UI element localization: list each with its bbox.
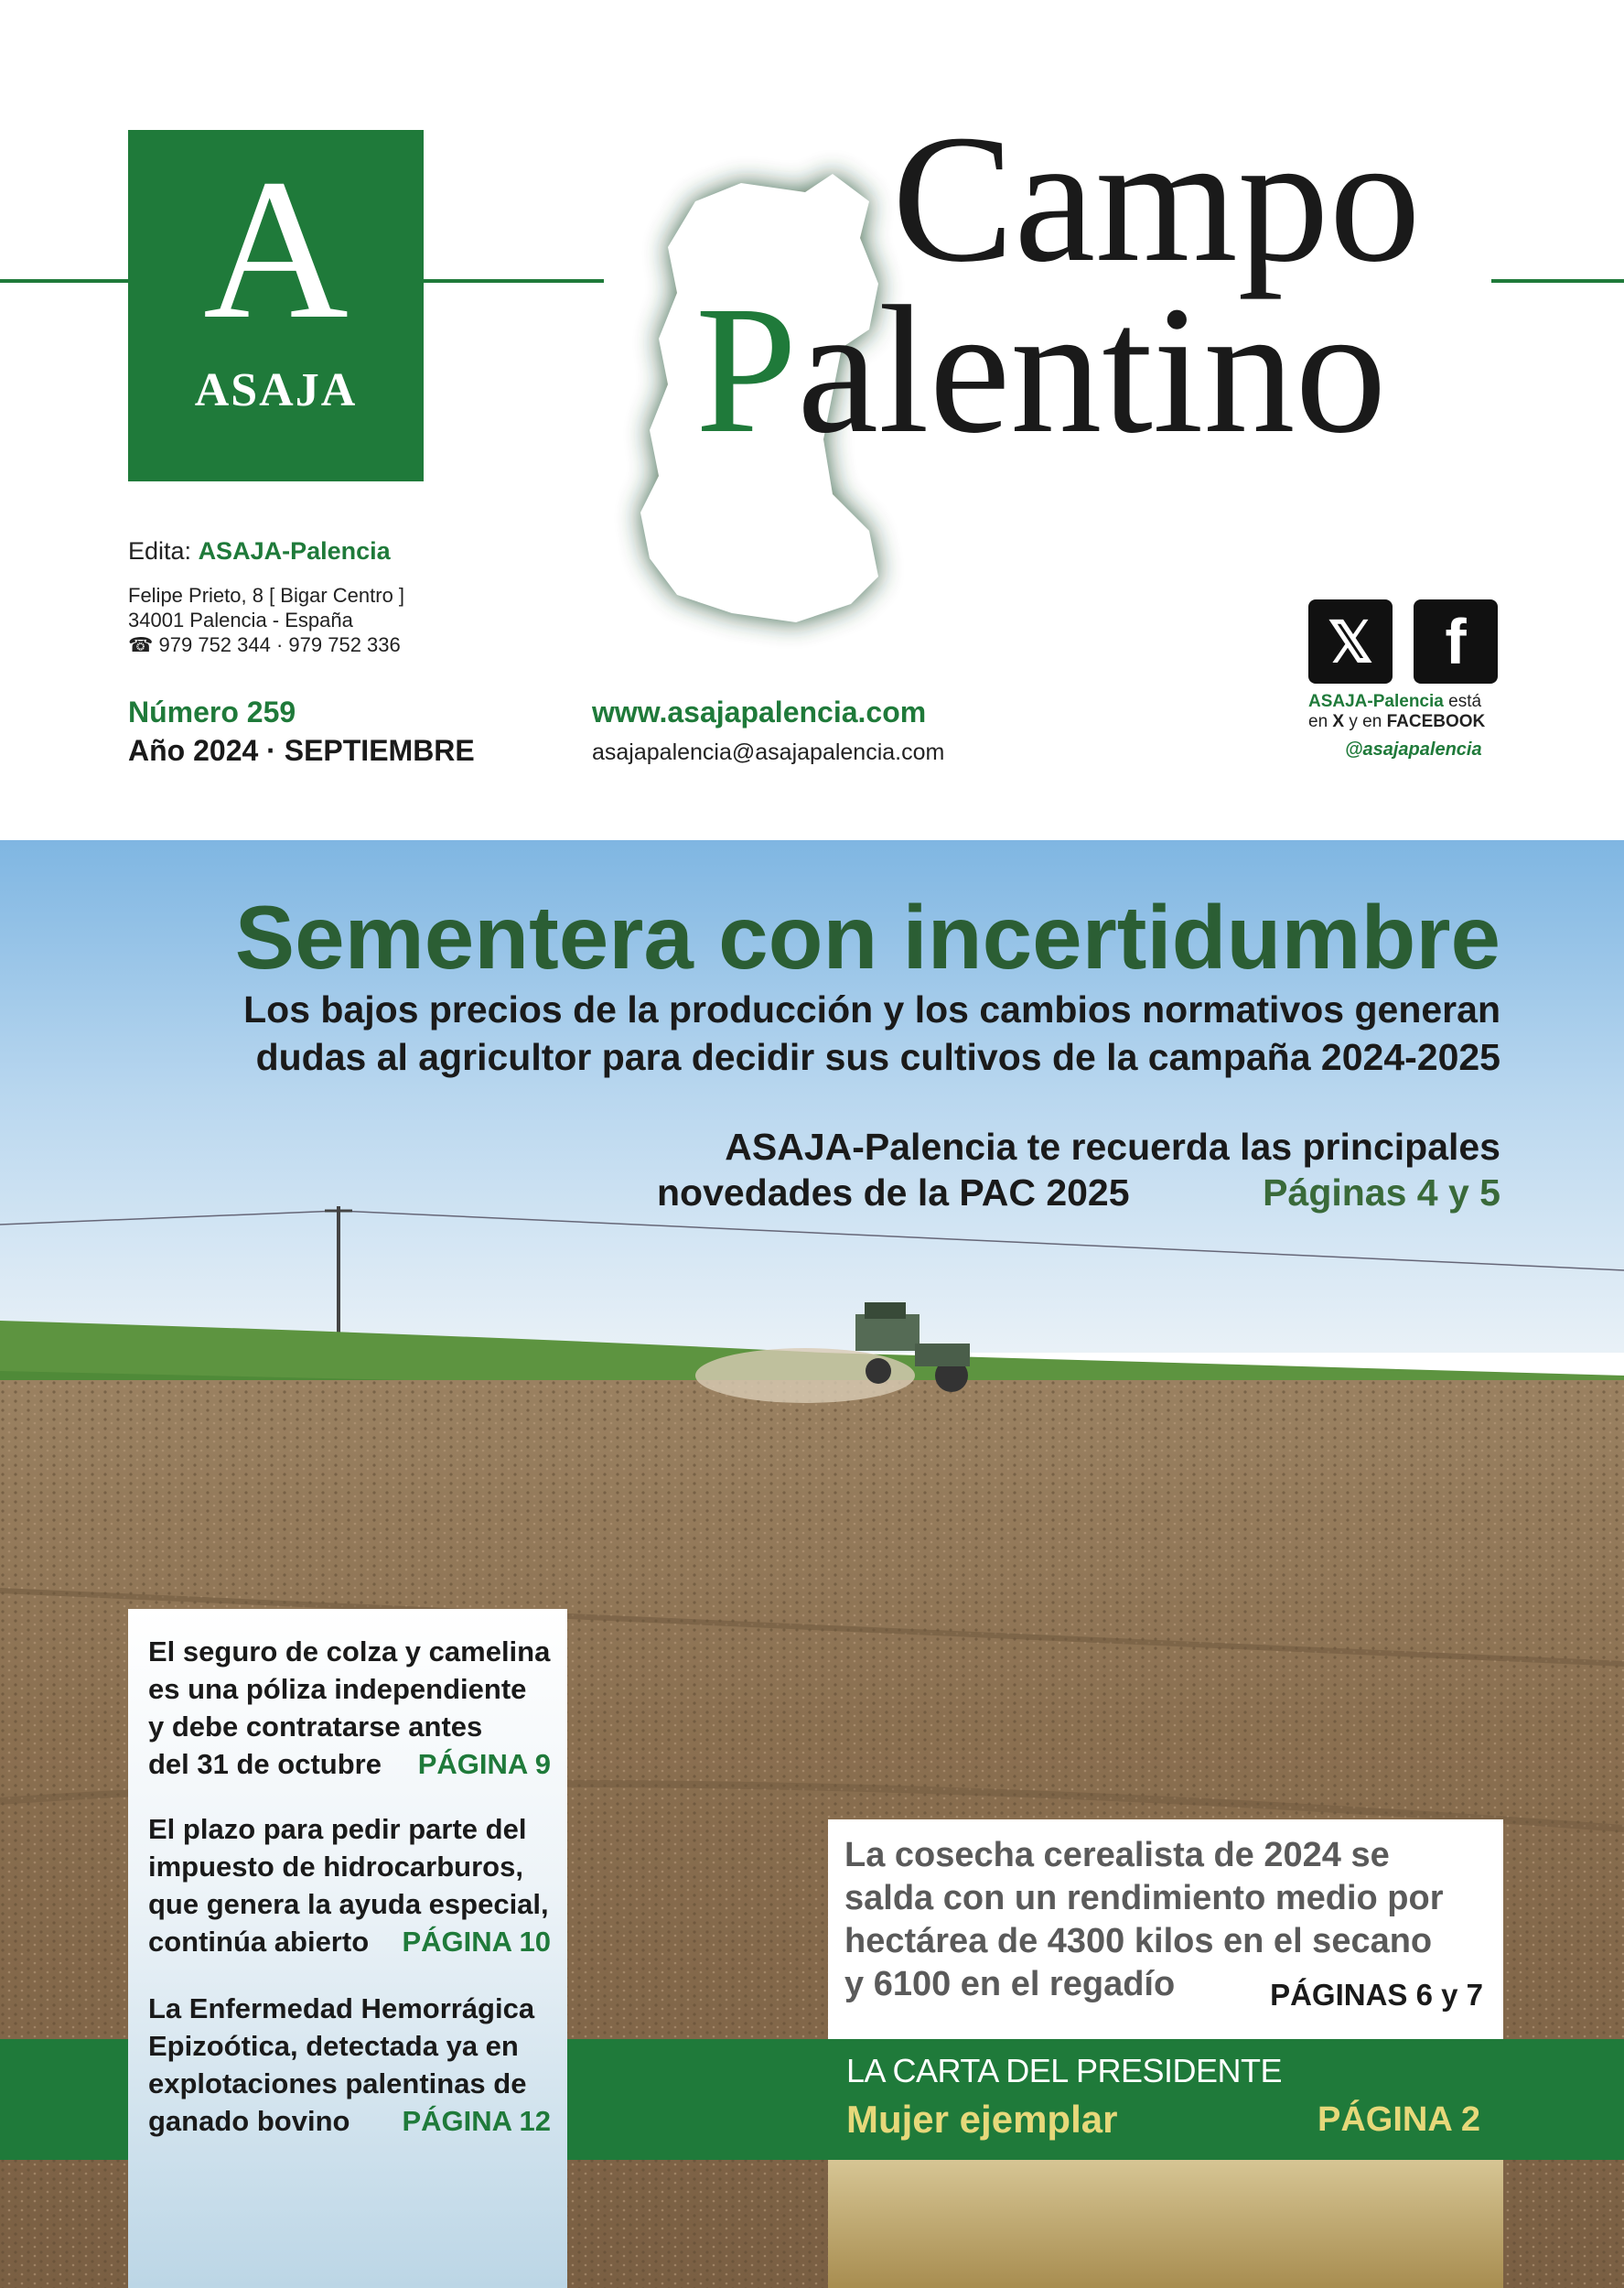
story-hidro-line-3: que genera la ayuda especial, [148,1888,549,1920]
asaja-logo[interactable] [128,130,424,481]
president-page[interactable]: PÁGINA 2 [1317,2100,1481,2139]
facebook-icon[interactable]: f [1414,599,1498,684]
story-colza-line-3: y debe contratarse antes [148,1711,483,1743]
president-title[interactable]: Mujer ejemplar [846,2098,1118,2141]
harvest-story-box[interactable] [828,1819,1503,2039]
story-hidro-line-1: El plazo para pedir parte del [148,1813,527,1845]
email-link[interactable]: asajapalencia@asajapalencia.com [592,739,945,765]
phone-line: ☎ 979 752 344 · 979 752 336 [128,633,401,656]
address-line-1: Felipe Prieto, 8 [ Bigar Centro ] [128,584,405,607]
masthead-palentino [695,269,1387,471]
edita-label: Edita: [128,537,192,565]
harvest-line-2: salda con un rendimiento medio por [844,1879,1444,1917]
logo-name: ASAJA [194,364,358,416]
social-yen: y en [1344,712,1387,731]
story-ehe-line-1: La Enfermedad Hemorrágica [148,1992,535,2024]
harvest-line-3: hectárea de 4300 kilos en el secano [844,1922,1433,1960]
edita-name: ASAJA-Palencia [198,537,391,565]
story-colza-line-1: El seguro de colza y camelina [148,1635,551,1667]
story-ehe-line-2: Epizoótica, detectada ya en [148,2030,519,2062]
social-facebook: FACEBOOK [1386,712,1486,731]
story-colza-line-2: es una póliza independiente [148,1673,527,1705]
social-name: ASAJA-Palencia [1308,692,1444,711]
story-ehe-line-3: explotaciones palentinas de [148,2067,527,2099]
masthead-p: P [695,269,798,471]
main-subheadline-2: dudas al agricultor para decidir sus cultivos de la campaña 2024-2025 [255,1036,1500,1078]
gold-footer-box [828,2160,1503,2288]
story-ehe-page: PÁGINA 12 [402,2105,551,2137]
social-x: X [1332,712,1345,731]
x-icon[interactable]: 𝕏 [1308,599,1393,684]
harvest-line-1: La cosecha cerealista de 2024 se [844,1836,1390,1874]
masthead-rest: alentino [797,269,1387,471]
header-rule-right [1491,279,1624,283]
harvest-pages: PÁGINAS 6 y 7 [1270,1978,1483,2012]
harvest-line-4: y 6100 en el regadío [844,1965,1176,2003]
story-colza-line-4: del 31 de octubre [148,1748,382,1780]
story-ehe[interactable] [148,1990,551,2140]
story-hidrocarburos[interactable] [148,1810,551,1960]
story-ehe-line-4: ganado bovino [148,2105,350,2137]
pac-line-2: novedades de la PAC 2025 [657,1171,1130,1214]
social-handle[interactable]: @asajapalencia [1345,739,1482,760]
address-line-2: 34001 Palencia - España [128,609,353,631]
issue-date: Año 2024 · SEPTIEMBRE [128,734,475,767]
story-colza[interactable] [148,1633,551,1783]
pac-line-1: ASAJA-Palencia te recuerda las principales [725,1126,1500,1168]
masthead-campo: Campo [892,98,1421,300]
main-subheadline-1: Los bajos precios de la producción y los cambios normativos generan [243,988,1500,1031]
pac-pages[interactable]: Páginas 4 y 5 [1263,1171,1500,1214]
logo-letter: A [203,137,349,361]
website-link[interactable]: www.asajapalencia.com [592,696,927,728]
main-headline: Sementera con incertidumbre [234,887,1500,988]
story-hidro-page: PÁGINA 10 [402,1926,551,1958]
social-line-1 [1308,692,1481,712]
story-colza-page: PÁGINA 9 [417,1748,551,1780]
social-esta: está [1443,692,1482,711]
issue-number: Número 259 [128,696,296,728]
social-en: en [1308,712,1333,731]
story-hidro-line-4: continúa abierto [148,1926,370,1958]
edita-line [128,538,391,564]
left-stories-box [128,1609,567,2288]
social-line-2 [1308,712,1485,732]
president-label: LA CARTA DEL PRESIDENTE [846,2052,1282,2089]
story-hidro-line-2: impuesto de hidrocarburos, [148,1851,523,1883]
